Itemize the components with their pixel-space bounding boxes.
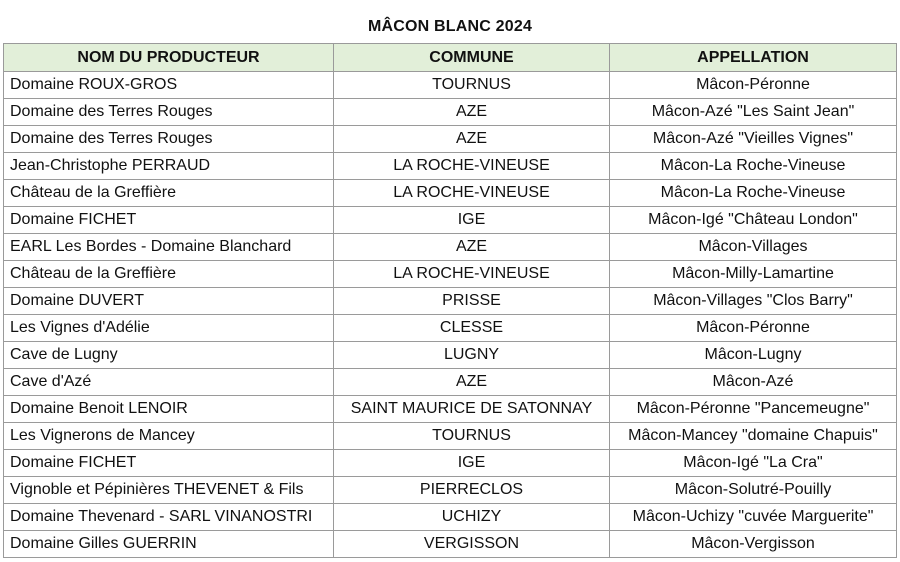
appellation-cell: Mâcon-Azé "Les Saint Jean" xyxy=(610,99,897,126)
commune-cell: LA ROCHE-VINEUSE xyxy=(334,261,610,288)
table-row xyxy=(4,477,897,504)
column-header-producer: NOM DU PRODUCTEUR xyxy=(4,44,334,72)
commune-cell: AZE xyxy=(334,369,610,396)
producer-cell: Domaine Benoit LENOIR xyxy=(4,396,334,423)
commune-cell: LA ROCHE-VINEUSE xyxy=(334,180,610,207)
producer-cell: Château de la Greffière xyxy=(4,261,334,288)
table-row xyxy=(4,261,897,288)
table-row xyxy=(4,99,897,126)
commune-cell: UCHIZY xyxy=(334,504,610,531)
commune-cell: AZE xyxy=(334,99,610,126)
producer-cell: Cave de Lugny xyxy=(4,342,334,369)
appellation-cell: Mâcon-Péronne xyxy=(610,315,897,342)
column-header-appellation: APPELLATION xyxy=(610,44,897,72)
commune-cell: LA ROCHE-VINEUSE xyxy=(334,153,610,180)
table-row xyxy=(4,531,897,558)
commune-cell: LUGNY xyxy=(334,342,610,369)
table-row xyxy=(4,126,897,153)
table-row xyxy=(4,342,897,369)
table-row xyxy=(4,207,897,234)
producer-cell: EARL Les Bordes - Domaine Blanchard xyxy=(4,234,334,261)
producer-cell: Domaine FICHET xyxy=(4,450,334,477)
commune-cell: IGE xyxy=(334,207,610,234)
appellation-cell: Mâcon-Mancey "domaine Chapuis" xyxy=(610,423,897,450)
producer-cell: Château de la Greffière xyxy=(4,180,334,207)
table-body xyxy=(4,72,897,558)
table-row xyxy=(4,234,897,261)
table-header-row xyxy=(4,44,897,72)
table-row xyxy=(4,504,897,531)
appellation-cell: Mâcon-Péronne "Pancemeugne" xyxy=(610,396,897,423)
appellation-cell: Mâcon-Igé "Château London" xyxy=(610,207,897,234)
commune-cell: VERGISSON xyxy=(334,531,610,558)
producer-cell: Vignoble et Pépinières THEVENET & Fils xyxy=(4,477,334,504)
commune-cell: CLESSE xyxy=(334,315,610,342)
appellation-cell: Mâcon-La Roche-Vineuse xyxy=(610,153,897,180)
producer-cell: Domaine DUVERT xyxy=(4,288,334,315)
appellation-cell: Mâcon-Igé "La Cra" xyxy=(610,450,897,477)
producer-cell: Domaine Thevenard - SARL VINANOSTRI xyxy=(4,504,334,531)
table-row xyxy=(4,450,897,477)
commune-cell: PIERRECLOS xyxy=(334,477,610,504)
appellation-cell: Mâcon-Azé "Vieilles Vignes" xyxy=(610,126,897,153)
table-row xyxy=(4,153,897,180)
producer-cell: Domaine Gilles GUERRIN xyxy=(4,531,334,558)
producer-cell: Domaine des Terres Rouges xyxy=(4,126,334,153)
table-row xyxy=(4,396,897,423)
commune-cell: IGE xyxy=(334,450,610,477)
table-row xyxy=(4,72,897,99)
commune-cell: TOURNUS xyxy=(334,72,610,99)
table-row xyxy=(4,180,897,207)
appellation-cell: Mâcon-Azé xyxy=(610,369,897,396)
appellation-cell: Mâcon-Villages xyxy=(610,234,897,261)
producer-cell: Les Vignerons de Mancey xyxy=(4,423,334,450)
column-header-commune: COMMUNE xyxy=(334,44,610,72)
table-row xyxy=(4,423,897,450)
producer-cell: Les Vignes d'Adélie xyxy=(4,315,334,342)
appellation-cell: Mâcon-Solutré-Pouilly xyxy=(610,477,897,504)
producer-cell: Domaine FICHET xyxy=(4,207,334,234)
table-row xyxy=(4,315,897,342)
producer-cell: Jean-Christophe PERRAUD xyxy=(4,153,334,180)
commune-cell: AZE xyxy=(334,234,610,261)
appellation-cell: Mâcon-Péronne xyxy=(610,72,897,99)
commune-cell: TOURNUS xyxy=(334,423,610,450)
appellation-cell: Mâcon-Milly-Lamartine xyxy=(610,261,897,288)
table-row xyxy=(4,288,897,315)
table-row xyxy=(4,369,897,396)
commune-cell: SAINT MAURICE DE SATONNAY xyxy=(334,396,610,423)
appellation-cell: Mâcon-Vergisson xyxy=(610,531,897,558)
appellation-cell: Mâcon-Uchizy "cuvée Marguerite" xyxy=(610,504,897,531)
producer-cell: Domaine des Terres Rouges xyxy=(4,99,334,126)
appellation-cell: Mâcon-Villages "Clos Barry" xyxy=(610,288,897,315)
appellation-cell: Mâcon-Lugny xyxy=(610,342,897,369)
commune-cell: PRISSE xyxy=(334,288,610,315)
producer-cell: Domaine ROUX-GROS xyxy=(4,72,334,99)
producers-table xyxy=(3,43,897,558)
producer-cell: Cave d'Azé xyxy=(4,369,334,396)
page-title: MÂCON BLANC 2024 xyxy=(367,18,533,35)
commune-cell: AZE xyxy=(334,126,610,153)
appellation-cell: Mâcon-La Roche-Vineuse xyxy=(610,180,897,207)
